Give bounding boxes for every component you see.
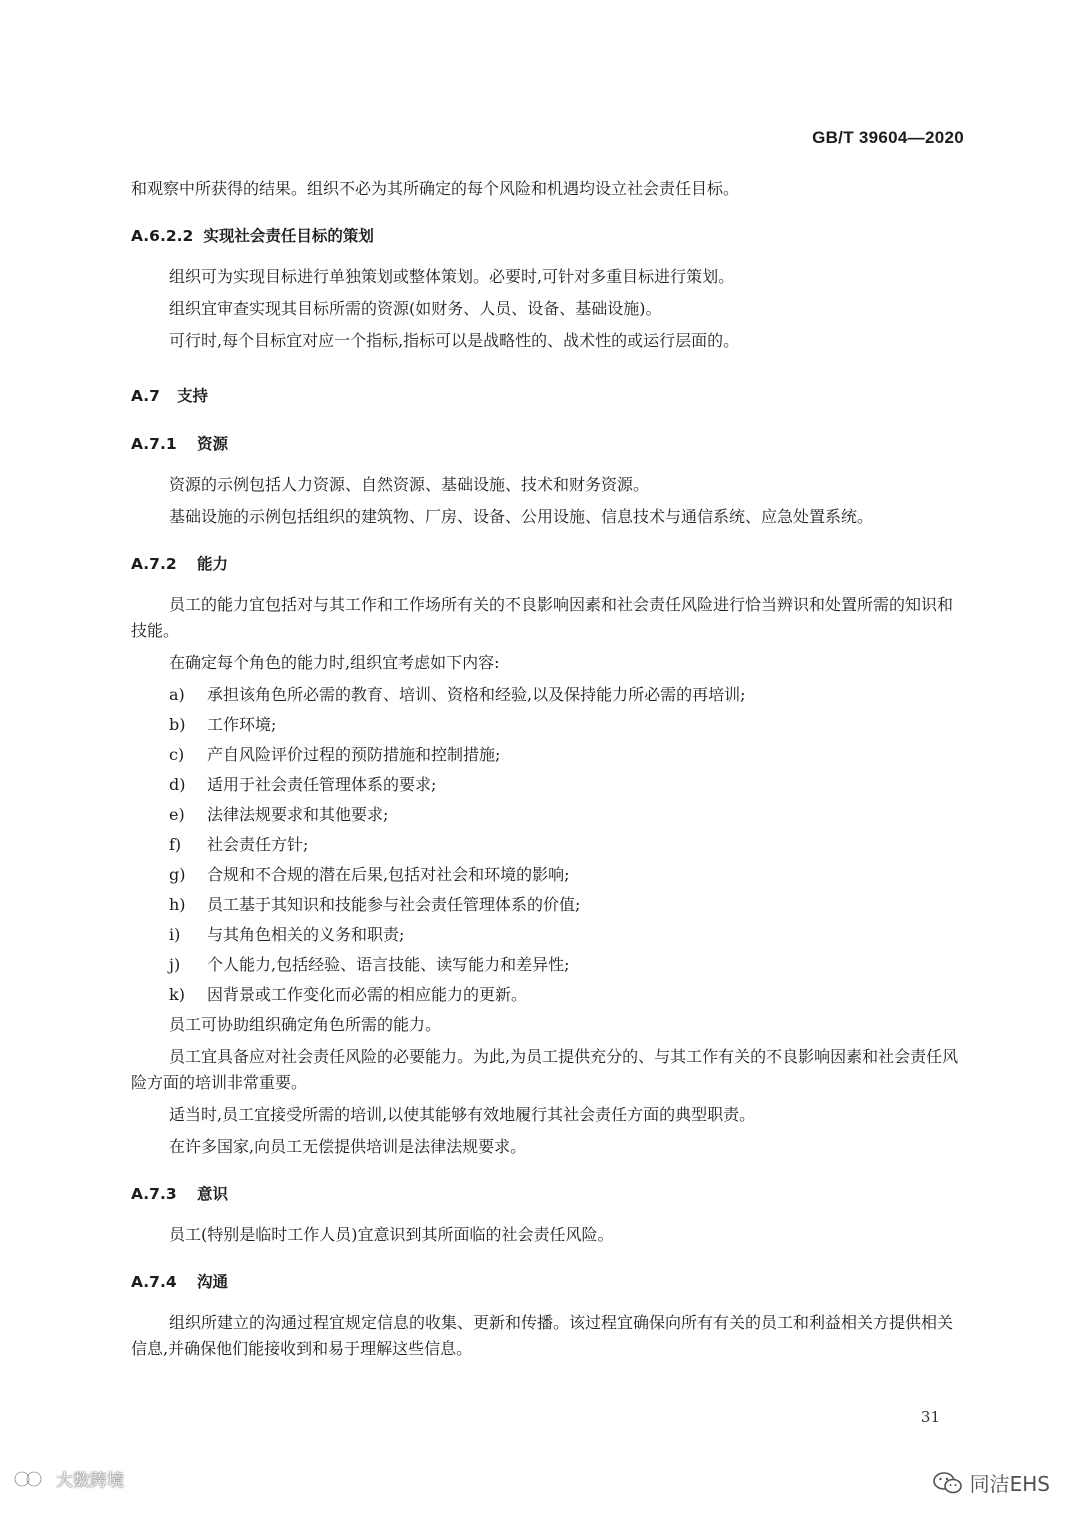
paragraph: 在确定每个角色的能力时,组织宜考虑如下内容: [169,653,500,672]
list-item [169,772,967,797]
list-item-text: 法律法规要求和其他要求; [207,805,389,824]
watermark-left-text: 大数跨境 [56,1471,124,1491]
section-number: A.7.4 [131,1273,177,1291]
paragraph: 员工宜具备应对社会责任风险的必要能力。为此,为员工提供充分的、与其工作有关的不良影响因素和社会责任风险方面的培训非常重要。 [131,1047,959,1092]
list-item [169,862,967,887]
list-item-label: g) [169,865,186,884]
list-item-text: 承担该角色所必需的教育、培训、资格和经验,以及保持能力所必需的再培训; [207,685,746,704]
list-item-text: 社会责任方针; [207,835,309,854]
list-item-text: 因背景或工作变化而必需的相应能力的更新。 [207,985,528,1004]
section-title: 支持 [177,387,209,405]
list-item-label: a) [169,685,185,704]
section-number: A.7 [131,387,160,405]
section-heading-a74 [131,1270,967,1294]
list-item [169,982,967,1007]
list-item [169,892,967,917]
section-number: A.7.3 [131,1185,177,1203]
list-item [169,712,967,737]
list-item-text: 与其角色相关的义务和职责; [207,925,405,944]
paragraph: 组织可为实现目标进行单独策划或整体策划。必要时,可针对多重目标进行策划。 [169,267,735,286]
section-title: 能力 [197,555,229,573]
section-heading-a71 [131,432,967,456]
section-title: 意识 [197,1185,229,1203]
paragraph: 员工的能力宜包括对与其工作和工作场所有关的不良影响因素和社会责任风险进行恰当辨识和处置所需的知识和技能。 [131,595,954,640]
list-item-label: f) [169,835,182,854]
standard-code: GB/T 39604—2020 [812,128,964,147]
paragraph: 组织宜审查实现其目标所需的资源(如财务、人员、设备、基础设施)。 [169,299,662,318]
page-content [131,176,967,1368]
paragraph: 基础设施的示例包括组织的建筑物、厂房、设备、公用设施、信息技术与通信系统、应急处置系统。 [169,507,874,526]
wechat-icon [932,1470,964,1496]
paragraph: 资源的示例包括人力资源、自然资源、基础设施、技术和财务资源。 [169,475,650,494]
section-title: 沟通 [197,1273,229,1291]
section-title: 资源 [197,435,229,453]
list-item-label: e) [169,805,185,824]
section-number: A.7.1 [131,435,177,453]
list-item [169,682,967,707]
list-item-label: d) [169,775,186,794]
list-item [169,832,967,857]
section-heading-a73 [131,1182,967,1206]
paragraph: 在许多国家,向员工无偿提供培训是法律法规要求。 [169,1137,527,1156]
list-item-text: 适用于社会责任管理体系的要求; [207,775,437,794]
section-number: A.7.2 [131,555,177,573]
watermark-right [932,1468,1050,1497]
paragraph: 组织所建立的沟通过程宜规定信息的收集、更新和传播。该过程宜确保向所有有关的员工和利益相关方提供相关信息,并确保他们能接收到和易于理解这些信息。 [131,1313,954,1358]
list-item [169,952,967,977]
watermark-left [12,1466,124,1491]
intro-continuation: 和观察中所获得的结果。组织不必为其所确定的每个风险和机遇均设立社会责任目标。 [131,179,740,198]
section-heading-a7 [131,384,967,408]
paragraph: 适当时,员工宜接受所需的培训,以使其能够有效地履行其社会责任方面的典型职责。 [169,1105,756,1124]
paragraph: 员工(特别是临时工作人员)宜意识到其所面临的社会责任风险。 [169,1225,614,1244]
list-item [169,802,967,827]
section-number: A.6.2.2 [131,227,194,245]
page-number: 31 [920,1408,940,1426]
list-item-label: k) [169,985,185,1004]
list-item-label: c) [169,745,185,764]
list-item-label: h) [169,895,186,914]
list-item-label: i) [169,925,181,944]
list-item [169,742,967,767]
list-item-text: 产自风险评价过程的预防措施和控制措施; [207,745,501,764]
list-item-text: 员工基于其知识和技能参与社会责任管理体系的价值; [207,895,581,914]
paragraph: 员工可协助组织确定角色所需的能力。 [169,1015,442,1034]
competence-list [131,682,967,1007]
list-item-text: 工作环境; [207,715,277,734]
list-item-text: 合规和不合规的潜在后果,包括对社会和环境的影响; [207,865,570,884]
section-heading-a6222 [131,224,967,248]
list-item-label: j) [169,955,181,974]
list-item [169,922,967,947]
logo-icon [12,1467,52,1491]
list-item-label: b) [169,715,186,734]
watermark-right-text: 同洁EHS [969,1472,1050,1496]
section-title: 实现社会责任目标的策划 [203,227,374,245]
paragraph: 可行时,每个目标宜对应一个指标,指标可以是战略性的、战术性的或运行层面的。 [169,331,740,350]
list-item-text: 个人能力,包括经验、语言技能、读写能力和差异性; [207,955,570,974]
section-heading-a72 [131,552,967,576]
